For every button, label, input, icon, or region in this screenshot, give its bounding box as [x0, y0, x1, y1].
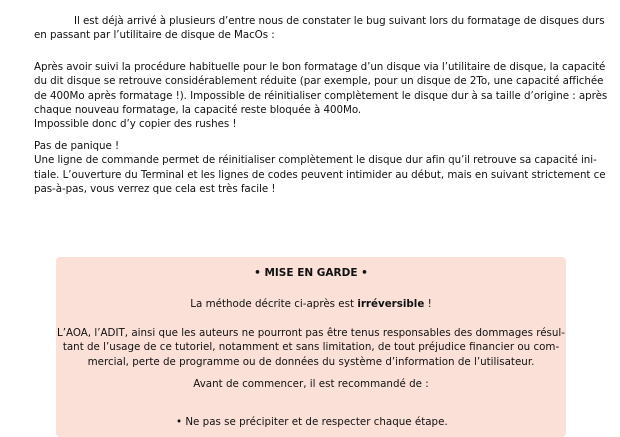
- text-line: Impossible donc d’y copier des rushes !: [34, 118, 237, 131]
- text-line: du dit disque se retrouve considérablement réduite (par exemple, pour un disque de 2To, une capacité affichée: [34, 75, 604, 88]
- intro-paragraph-3: [34, 139, 606, 196]
- method-emphasis: irréversible: [357, 298, 425, 310]
- method-prefix: La méthode décrite ci-après est: [190, 298, 358, 310]
- disclaimer: [56, 326, 566, 369]
- intro-paragraph-1: [34, 14, 605, 43]
- method-warning: [56, 297, 566, 311]
- before-start-text: Avant de commencer, il est recommandé de :: [193, 378, 429, 390]
- text-line: L’AOA, l’ADIT, ainsi que les auteurs ne pourront pas être tenus responsables des dommages résul-: [56, 327, 566, 339]
- text-line: en passant par l’utilitaire de disque de MacOs :: [34, 29, 275, 42]
- text-line: Il est déjà arrivé à plusieurs d’entre nous de constater le bug suivant lors du formatage de disques durs: [74, 15, 605, 27]
- text-line: Une ligne de commande permet de réinitialiser complètement le disque dur afin qu’il retrouve sa capacité ini-: [34, 154, 597, 167]
- warning-title: • MISE EN GARDE •: [254, 267, 368, 279]
- method-suffix: !: [424, 298, 432, 310]
- text-line: tant de l’usage de ce tutoriel, notamment et sans limitation, de tout préjudice financier ou com-: [62, 341, 560, 354]
- text-line: chaque nouveau formatage, la capacité reste bloquée à 400Mo.: [34, 103, 362, 116]
- text-line: de 400Mo après formatage !). Impossible de réinitialiser complètement le disque dur à sa taille d’origine : après: [34, 89, 608, 102]
- bullet-item: • Ne pas se précipiter et de respecter chaque étape.: [176, 416, 448, 428]
- text-line: tiale. L’ouverture du Terminal et les lignes de codes peuvent intimider au début, mais en suivant strictement ce: [34, 168, 606, 181]
- text-line: Pas de panique !: [34, 140, 120, 152]
- warning-box: [56, 257, 566, 437]
- intro-paragraph-2: [34, 60, 608, 131]
- text-line: mercial, perte de programme ou de données du système d’information de l’utilisateur.: [87, 355, 535, 368]
- text-line: Après avoir suivi la procédure habituelle pour le bon formatage d’un disque via l’utilitaire de disque, la capacité: [34, 61, 606, 73]
- text-line: pas-à-pas, vous verrez que cela est très facile !: [34, 182, 276, 195]
